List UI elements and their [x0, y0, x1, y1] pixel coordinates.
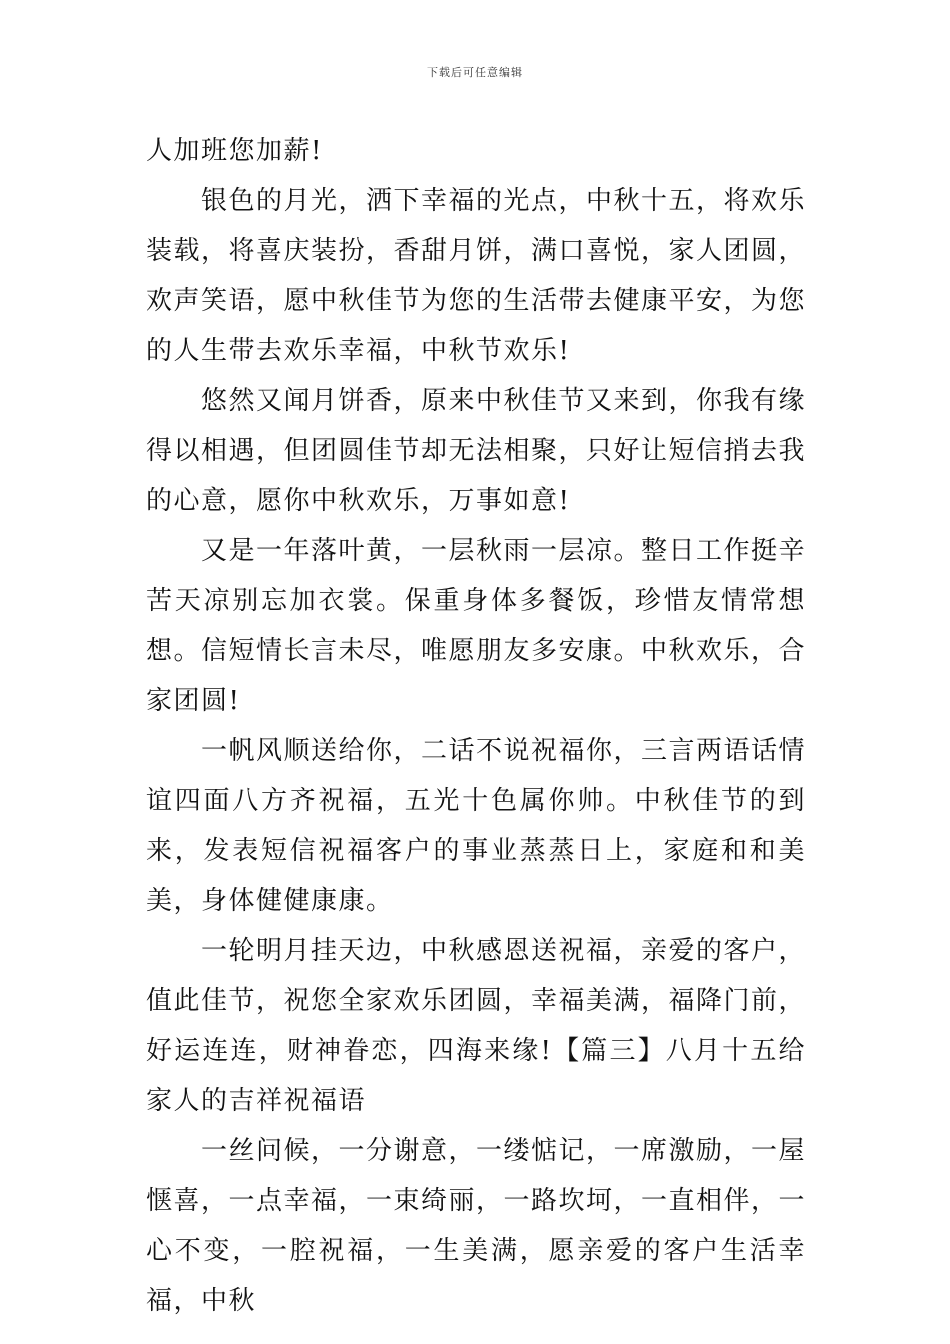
paragraph-5: 一帆风顺送给你，二话不说祝福你，三言两语话情谊四面八方齐祝福，五光十色属你帅。中秋佳节的到来，发表短信祝福客户的事业蒸蒸日上，家庭和和美美，身体健健康康。: [146, 736, 807, 916]
paragraph-1: 人加班您加薪!: [146, 136, 323, 166]
document-body: [146, 126, 806, 1326]
paragraph-7: 一丝问候，一分谢意，一缕惦记，一席激励，一屋惬喜，一点幸福，一束绮丽，一路坎坷，一直相伴，一心不变，一腔祝福，一生美满，愿亲爱的客户生活幸福，中秋: [146, 1136, 807, 1316]
header-note: 下载后可任意编辑: [427, 66, 523, 79]
paragraph-4: 又是一年落叶黄，一层秋雨一层凉。整日工作挺辛苦天凉别忘加衣裳。保重身体多餐饭，珍惜友情常想想。信短情长言未尽，唯愿朋友多安康。中秋欢乐，合家团圆!: [146, 536, 807, 716]
paragraph-3: 悠然又闻月饼香，原来中秋佳节又来到，你我有缘得以相遇，但团圆佳节却无法相聚，只好让短信捎去我的心意，愿你中秋欢乐，万事如意!: [146, 386, 807, 516]
paragraph-2: 银色的月光，洒下幸福的光点，中秋十五，将欢乐装载，将喜庆装扮，香甜月饼，满口喜悦，家人团圆，欢声笑语，愿中秋佳节为您的生活带去健康平安，为您的人生带去欢乐幸福，中秋节欢乐!: [146, 186, 807, 366]
paragraph-6: 一轮明月挂天边，中秋感恩送祝福，亲爱的客户，值此佳节，祝您全家欢乐团圆，幸福美满，福降门前，好运连连，财神眷恋，四海来缘!【篇三】八月十五给家人的吉祥祝福语: [146, 936, 807, 1116]
